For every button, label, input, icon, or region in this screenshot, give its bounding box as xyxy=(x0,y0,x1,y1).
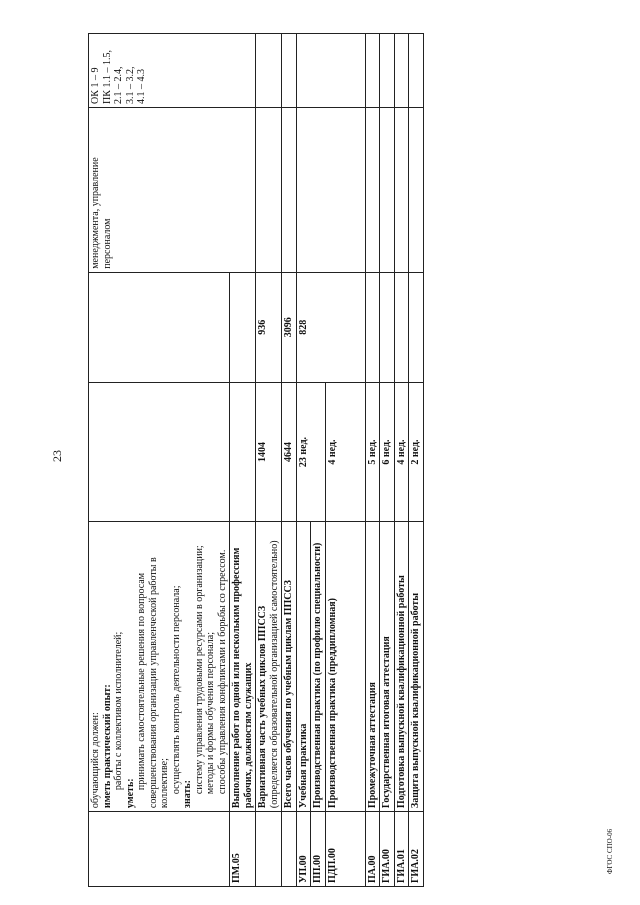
pa-hours-empty xyxy=(365,272,380,382)
gia-comp-empty xyxy=(380,34,395,108)
pm05-competency-line: 2.1 – 2.4, xyxy=(113,66,124,104)
pm05-title: Выполнение работ по одной или нескольким профессиям рабочих, должностям служащих xyxy=(230,522,256,812)
gia02-code: ГИА.02 xyxy=(409,812,424,887)
pa-weeks: 5 нед. xyxy=(365,382,380,522)
table-row-gia01 xyxy=(394,34,409,887)
total-title: Всего часов обучения по учебным циклам ППССЗ xyxy=(282,522,297,812)
up-title: Учебная практика xyxy=(296,522,311,812)
pm05-content-line: уметь: xyxy=(124,778,136,809)
pm05-discipline: менеджмента, управление персоналом xyxy=(90,157,113,269)
pm05-content-line: систему управления трудовыми ресурсами в организации; xyxy=(193,545,205,795)
pm05-title-max-empty xyxy=(230,382,256,522)
curriculum-table xyxy=(88,33,424,887)
footer-standard-code: ФГОС СПО-06 xyxy=(606,828,614,874)
pa-discipline-empty xyxy=(365,107,380,272)
pa-comp-empty xyxy=(365,34,380,108)
pm05-content-line: иметь практический опыт: xyxy=(101,684,113,809)
gia01-weeks: 4 нед. xyxy=(394,382,409,522)
pm05-discipline-cell xyxy=(89,107,256,272)
table-row-up xyxy=(296,34,311,887)
pm05-content-line: знать: xyxy=(182,780,193,809)
pm05-competency-line: 3.1 – 3.2, xyxy=(124,66,136,104)
variative-note: (определяется образовательной организацией самостоятельно) xyxy=(268,540,280,809)
pm05-content-line: работы с коллективом исполнителей; xyxy=(113,631,124,791)
up-hours: 828 xyxy=(296,272,365,382)
pm05-code-cell-empty xyxy=(89,812,230,887)
up-discipline-empty xyxy=(296,107,365,272)
pdp-code: ПДП.00 xyxy=(325,812,365,887)
gia-hours-empty xyxy=(380,272,395,382)
table-row-gia02 xyxy=(409,34,424,887)
pm05-content-line: совершенствования организации управленческой работы в xyxy=(147,557,159,809)
pp-title: Производственная практика (по профилю специальности) xyxy=(311,522,326,812)
gia02-hours-empty xyxy=(409,272,424,382)
gia02-title: Защита выпускной квалификационной работы xyxy=(409,522,424,812)
total-max: 4644 xyxy=(282,382,297,522)
gia01-comp-empty xyxy=(394,34,409,108)
gia-code: ГИА.00 xyxy=(380,812,395,887)
total-comp-empty xyxy=(282,34,297,108)
pm05-competency-line: ПК 1.1 – 1.5, xyxy=(101,50,113,104)
pm05-content-cell xyxy=(89,522,230,812)
gia02-weeks: 2 нед. xyxy=(409,382,424,522)
table-row-pa xyxy=(365,34,380,887)
page-number: 23 xyxy=(50,450,64,462)
curriculum-table-holder xyxy=(88,33,500,887)
pm05-content-line: методы и формы обучения персонала; xyxy=(205,632,216,795)
variative-discipline-empty xyxy=(256,107,282,272)
up-code: УП.00 xyxy=(296,812,311,887)
pm05-content-line: обучающийся должен: xyxy=(90,712,101,809)
pm05-content-line: принимать самостоятельные решения по вопросам xyxy=(136,572,147,791)
pm05-hours-cell xyxy=(89,272,230,382)
variative-comp-empty xyxy=(256,34,282,108)
pm05-content-line: осуществлять контроль деятельности персонала; xyxy=(170,585,182,795)
variative-code-empty xyxy=(256,812,282,887)
pm05-title-hours-empty xyxy=(230,272,256,382)
pm05-content-line: коллективе; xyxy=(159,758,170,809)
gia01-title: Подготовка выпускной квалификационной работы xyxy=(394,522,409,812)
pm05-max-cell xyxy=(89,382,230,522)
curriculum-table-rotated xyxy=(88,33,500,887)
gia-discipline-empty xyxy=(380,107,395,272)
up-weeks: 23 нед. xyxy=(296,382,325,522)
gia01-discipline-empty xyxy=(394,107,409,272)
gia02-discipline-empty xyxy=(409,107,424,272)
gia01-code: ГИА.01 xyxy=(394,812,409,887)
pdp-title: Производственная практика (преддипломная) xyxy=(325,522,365,812)
pdp-weeks: 4 нед. xyxy=(325,382,365,522)
gia-weeks: 6 нед. xyxy=(380,382,395,522)
up-comp-empty xyxy=(296,34,365,108)
gia-title: Государственная итоговая аттестация xyxy=(380,522,395,812)
pm05-competency-line: ОК 1 – 9 xyxy=(90,67,101,104)
variative-max: 1404 xyxy=(256,382,282,522)
variative-title-cell xyxy=(256,522,282,812)
total-code-empty xyxy=(282,812,297,887)
pa-title: Промежуточная аттестация xyxy=(365,522,380,812)
table-row-total xyxy=(282,34,297,887)
total-discipline-empty xyxy=(282,107,297,272)
pm05-competency-line: 4.1 – 4.3 xyxy=(136,68,147,104)
variative-hours: 936 xyxy=(256,272,282,382)
pm05-code: ПМ.05 xyxy=(230,812,256,887)
gia01-hours-empty xyxy=(394,272,409,382)
pm05-content-line: способы управления конфликтами и борьбы со стрессом. xyxy=(216,549,228,795)
gia02-comp-empty xyxy=(409,34,424,108)
variative-title: Вариативная часть учебных циклов ППССЗ xyxy=(257,605,268,809)
total-hours: 3096 xyxy=(282,272,297,382)
pa-code: ПА.00 xyxy=(365,812,380,887)
table-row-pm05-content xyxy=(89,34,230,887)
pp-code: ПП.00 xyxy=(311,812,326,887)
table-row-gia xyxy=(380,34,395,887)
pm05-competencies-cell xyxy=(89,34,256,108)
table-row-variative xyxy=(256,34,282,887)
